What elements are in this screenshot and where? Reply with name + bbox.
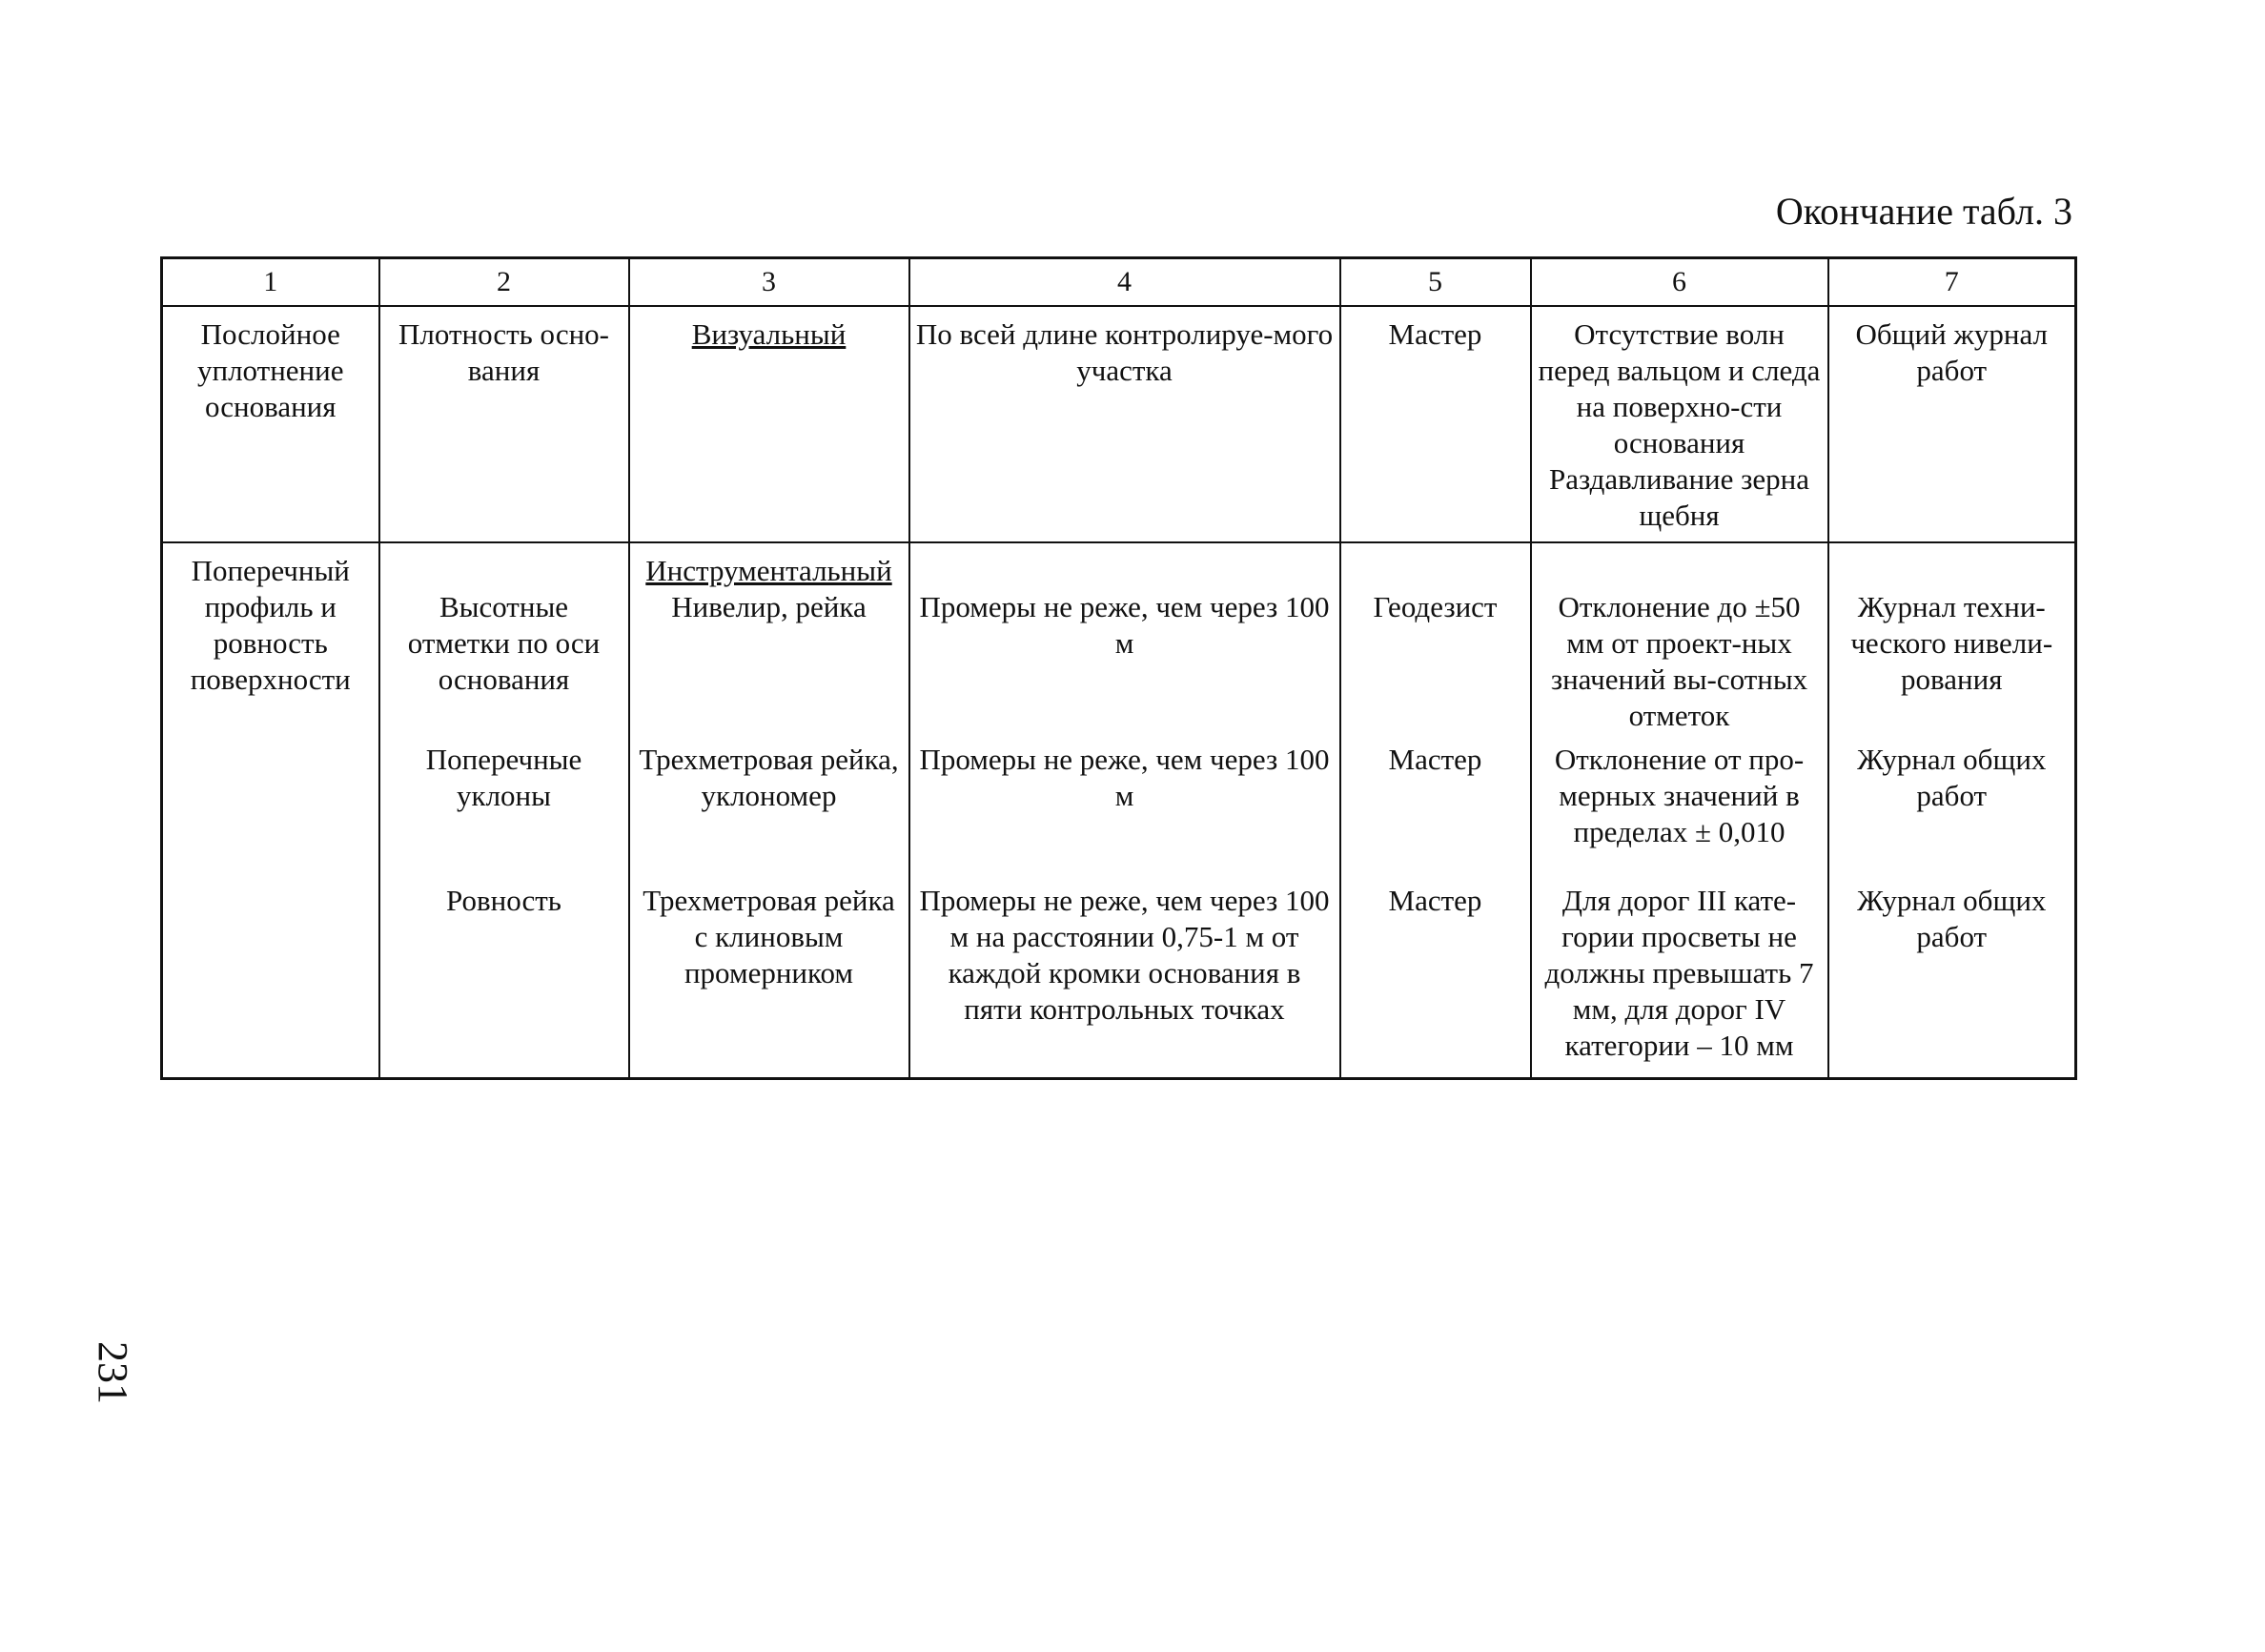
record-text: Журнал техни-ческого нивели-рования: [1850, 590, 2053, 696]
column-number: 6: [1531, 258, 1828, 307]
scope-cell: [909, 542, 1340, 738]
parameter-cell: Плотность осно-вания: [379, 306, 629, 542]
method-text: Нивелир, рейка: [671, 590, 867, 623]
page-number: 231: [90, 1341, 136, 1404]
column-number: 3: [629, 258, 909, 307]
parameter-cell: Поперечные уклоны: [379, 738, 629, 879]
criterion-cell: Отсутствие волн перед вальцом и следа на поверхно-сти основания Раздавливание зерна щебня: [1531, 306, 1828, 542]
responsible-cell: Мастер: [1340, 879, 1531, 1079]
record-cell: Журнал общих работ: [1828, 879, 2076, 1079]
scope-cell: Промеры не реже, чем через 100 м: [909, 738, 1340, 879]
record-cell: Общий журнал работ: [1828, 306, 2076, 542]
table-row: [162, 542, 2076, 738]
column-number: 4: [909, 258, 1340, 307]
method-cell: [629, 542, 909, 738]
method-cell: Трехметровая рейка с клиновым промерником: [629, 879, 909, 1079]
criterion-cell: Для дорог III кате-гории просветы не должны превышать 7 мм, для дорог IV категории – 10 мм: [1531, 879, 1828, 1079]
scope-cell: По всей длине контролируе-мого участка: [909, 306, 1340, 542]
operation-cell: Послойное уплотнение основания: [162, 306, 379, 542]
method-heading: Инструментальный: [645, 554, 892, 587]
column-number: 2: [379, 258, 629, 307]
column-number: 5: [1340, 258, 1531, 307]
column-number: 7: [1828, 258, 2076, 307]
method-cell: Трехметровая рейка, уклономер: [629, 738, 909, 879]
column-number: 1: [162, 258, 379, 307]
scope-text: Промеры не реже, чем через 100 м: [919, 590, 1330, 660]
record-cell: [1828, 542, 2076, 738]
criterion-text: Отклонение до ±50 мм от проект-ных значений вы-сотных отметок: [1550, 590, 1808, 732]
table-row: [162, 306, 2076, 542]
method-cell: [629, 306, 909, 542]
control-table: [160, 256, 2077, 1080]
responsible-cell: [1340, 542, 1531, 738]
column-number-row: [162, 258, 2076, 307]
responsible-cell: Мастер: [1340, 306, 1531, 542]
method-heading: Визуальный: [691, 317, 847, 351]
criterion-cell: Отклонение от про-мерных значений в пределах ± 0,010: [1531, 738, 1828, 879]
operation-cell: Поперечный профиль и ровность поверхности: [162, 542, 379, 1079]
scope-cell: Промеры не реже, чем через 100 м на расстоянии 0,75-1 м от каждой кромки основания в пяти контрольных точках: [909, 879, 1340, 1079]
table-caption: Окончание табл. 3: [1775, 190, 2072, 233]
table-row: [162, 738, 2076, 879]
record-cell: Журнал общих работ: [1828, 738, 2076, 879]
responsible-cell: Мастер: [1340, 738, 1531, 879]
table-row: [162, 879, 2076, 1079]
responsible-text: Геодезист: [1373, 590, 1498, 623]
parameter-text: Высотные отметки по оси основания: [407, 590, 601, 696]
criterion-cell: [1531, 542, 1828, 738]
parameter-cell: Ровность: [379, 879, 629, 1079]
parameter-cell: [379, 542, 629, 738]
